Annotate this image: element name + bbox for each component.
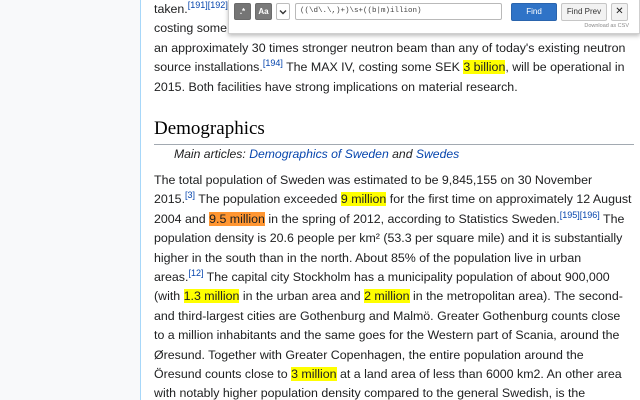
- text: at a land area of less than 6000 km2. An other area: [336, 366, 622, 381]
- hatnote: [174, 145, 459, 164]
- text-line: 2015. Both facilities have strong implications on material research.: [154, 79, 518, 94]
- text: The: [599, 211, 625, 226]
- text-line: [154, 210, 634, 229]
- text: Öresund counts close to: [154, 366, 292, 381]
- text-line: with notably higher population density compared to the general Swedish, is the: [154, 386, 586, 400]
- options-dropdown-button[interactable]: [276, 3, 290, 20]
- text: The population exceeded: [195, 192, 341, 207]
- citation-link[interactable]: [196]: [579, 209, 600, 220]
- text-line: and third-largest cities are Gothenburg and Malmö. Greater Gothenburg counts close: [154, 308, 621, 323]
- text: The capital city Stockholm has a municipality population of about 900,000: [203, 269, 610, 284]
- find-prev-button[interactable]: Find Prev: [561, 3, 607, 21]
- text-line: [154, 268, 634, 287]
- find-query-input[interactable]: ((\d\.\,)+)\s+((b|m)illion): [295, 3, 502, 20]
- text-line: to a million inhabitants and the same goes for the Western part of Scania, around the: [154, 328, 620, 343]
- text: 2015.: [154, 192, 186, 207]
- chevron-down-icon: [279, 9, 287, 15]
- match-case-button[interactable]: Aa: [255, 3, 272, 20]
- text: and: [388, 147, 416, 161]
- text-line: [154, 365, 634, 384]
- citation-link[interactable]: [191]: [187, 0, 208, 10]
- download-csv-link[interactable]: Download as CSV: [584, 23, 629, 29]
- text: The MAX IV, costing some SEK: [282, 60, 464, 75]
- text: for the first time on approximately 12 August: [386, 192, 632, 207]
- text: areas.: [154, 269, 189, 284]
- text: in the urban area and: [239, 289, 365, 304]
- find-button[interactable]: Find: [511, 3, 557, 21]
- section-heading: Demographics: [154, 116, 634, 145]
- text-line: population density is 20.6 people per km² (53.3 per square mile) and it is substantially: [154, 231, 623, 246]
- search-match-highlight: 9 million: [340, 192, 387, 207]
- text-line: costing some: [154, 21, 228, 36]
- hatnote-prefix: Main articles:: [174, 147, 250, 161]
- text: in the spring of 2012, according to Statistics Sweden.: [264, 211, 560, 226]
- text-line: The total population of Sweden was estimated to be 9,845,155 on 30 November: [154, 173, 593, 187]
- text-line: an approximately 30 times stronger neutron beam than any of today's existing neutron: [154, 40, 626, 55]
- citation-link[interactable]: [12]: [188, 267, 204, 278]
- close-icon[interactable]: ✕: [611, 3, 628, 21]
- citation-link[interactable]: [195]: [559, 209, 580, 220]
- text: source installations.: [154, 60, 263, 75]
- text: taken.: [154, 2, 188, 16]
- regex-toggle-button[interactable]: .*: [234, 3, 251, 20]
- text-line: [154, 190, 634, 209]
- text-line: [154, 287, 634, 306]
- demographics-paragraph: [154, 171, 634, 400]
- search-match-highlight: 3 million: [291, 366, 337, 381]
- text-line: higher in the south than in the north. About 85% of the population live in urban: [154, 250, 582, 265]
- find-bar: [228, 0, 640, 34]
- text: , will be operational in: [505, 60, 625, 75]
- text-line: [154, 58, 634, 77]
- search-match-highlight: 3 billion: [463, 60, 506, 75]
- citation-link[interactable]: [192]: [207, 0, 228, 10]
- text: (with: [154, 289, 184, 304]
- current-match-highlight: 9.5 million: [209, 211, 265, 226]
- swedes-link[interactable]: Swedes: [415, 147, 460, 161]
- search-match-highlight: 1.3 million: [183, 289, 240, 304]
- demographics-link[interactable]: Demographics of Sweden: [249, 147, 389, 161]
- citation-link[interactable]: [194]: [262, 58, 283, 69]
- text: 2004 and: [154, 211, 210, 226]
- search-match-highlight: 2 million: [364, 289, 410, 304]
- citation-link[interactable]: [3]: [185, 190, 196, 201]
- text: in the metropolitan area). The second-: [409, 289, 623, 304]
- article-content: [140, 0, 640, 400]
- text-line: Øresund. Together with Greater Copenhagen, the entire population around the: [154, 347, 584, 362]
